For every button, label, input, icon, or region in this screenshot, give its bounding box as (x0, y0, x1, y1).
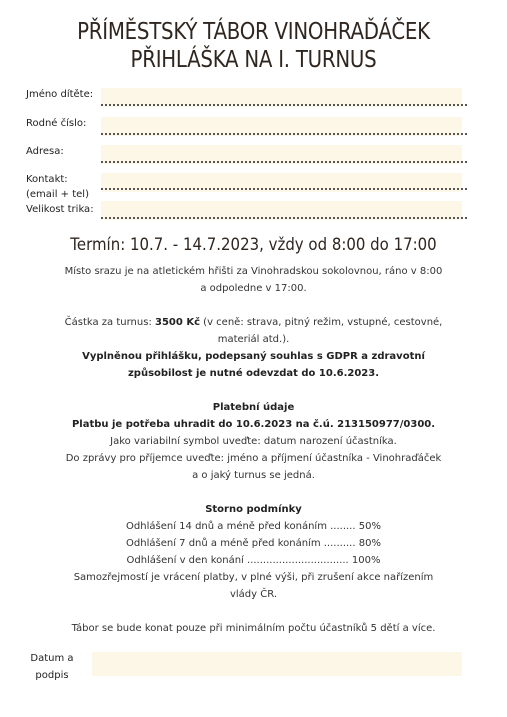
birth-number-dotted-line (101, 133, 467, 135)
birth-number-label: Rodné číslo: (26, 118, 87, 129)
address-dotted-line (101, 161, 467, 163)
payment-due (40, 416, 467, 433)
signature-label-line-1: Datum a (30, 653, 74, 664)
cancellation-heading-text: Storno podmínky (205, 504, 302, 515)
cancellation-row-1: Odhlášení 14 dnů a méně před konáním ........ 50% (126, 521, 381, 532)
shirt-size-dotted-line (101, 217, 467, 219)
price-prefix: Částka za turnus: (64, 317, 155, 328)
signature-field[interactable] (92, 652, 462, 676)
child-name-dotted-line (101, 104, 467, 106)
payment-heading-text: Platební údaje (212, 402, 295, 413)
submit-line-1-text: Vyplněnou přihlášku, podepsaný souhlas s GDPR a zdravotní (82, 351, 425, 362)
title-line-2: PŘIHLÁŠKA NA I. TURNUS (130, 47, 377, 73)
price-line-1 (40, 314, 467, 331)
payment-heading (40, 399, 467, 416)
payment-message-line-2: a o jaký turnus se jedná. (192, 470, 315, 481)
cancellation-row-2: Odhlášení 7 dnů a méně před konáním .......... 80% (126, 538, 381, 549)
title-line-1: PŘÍMĚSTSKÝ TÁBOR VINOHRAĎÁČEK (77, 19, 430, 45)
signature-label-line-2: podpis (35, 670, 69, 681)
address-label: Adresa: (26, 146, 64, 157)
contact-label: Kontakt: (26, 174, 68, 185)
contact-dotted-line (101, 188, 467, 190)
shirt-size-label: Velikost trika: (26, 204, 94, 215)
refund-line-1: Samozřejmostí je vrácení platby, v plné výši, při zrušení akce nařízením (73, 572, 434, 583)
term-heading: Termín: 10.7. - 14.7.2023, vždy od 8:00 do 17:00 (70, 235, 437, 255)
payment-message-line-1: Do zprávy pro příjemce uveďte: jméno a příjmení účastníka - Vinohraďáček (65, 453, 442, 464)
refund-line-2: vlády ČR. (229, 589, 278, 600)
submit-line-2 (40, 365, 467, 382)
meeting-line-1: Místo srazu je na atletickém hřišti za Vinohradskou sokolovnou, ráno v 8:00 (64, 266, 443, 277)
payment-due-text: Platbu je potřeba uhradit do 10.6.2023 na č.ú. 213150977/0300. (71, 419, 436, 430)
child-name-label: Jméno dítěte: (26, 89, 94, 100)
price-amount: 3500 Kč (155, 317, 200, 328)
price-line-2: materiál atd.). (217, 334, 290, 345)
meeting-line-2: a odpoledne v 17:00. (200, 283, 307, 294)
minimum-participants: Tábor se bude konat pouze při minimálním počtu účastníků 5 dětí a více. (71, 623, 436, 634)
cancellation-row-3: Odhlášení v den konání ................................ 100% (126, 555, 381, 566)
submit-line-2-text: způsobilost je nutné odevzdat do 10.6.2023. (127, 368, 380, 379)
submit-line-1 (40, 348, 467, 365)
price-suffix: (v ceně: strava, pitný režim, vstupné, cestovné, (200, 317, 443, 328)
cancellation-heading (40, 501, 467, 518)
payment-variable-symbol: Jako variabilní symbol uveďte: datum narození účastníka. (110, 436, 397, 447)
contact-note: (email + tel) (26, 189, 89, 200)
